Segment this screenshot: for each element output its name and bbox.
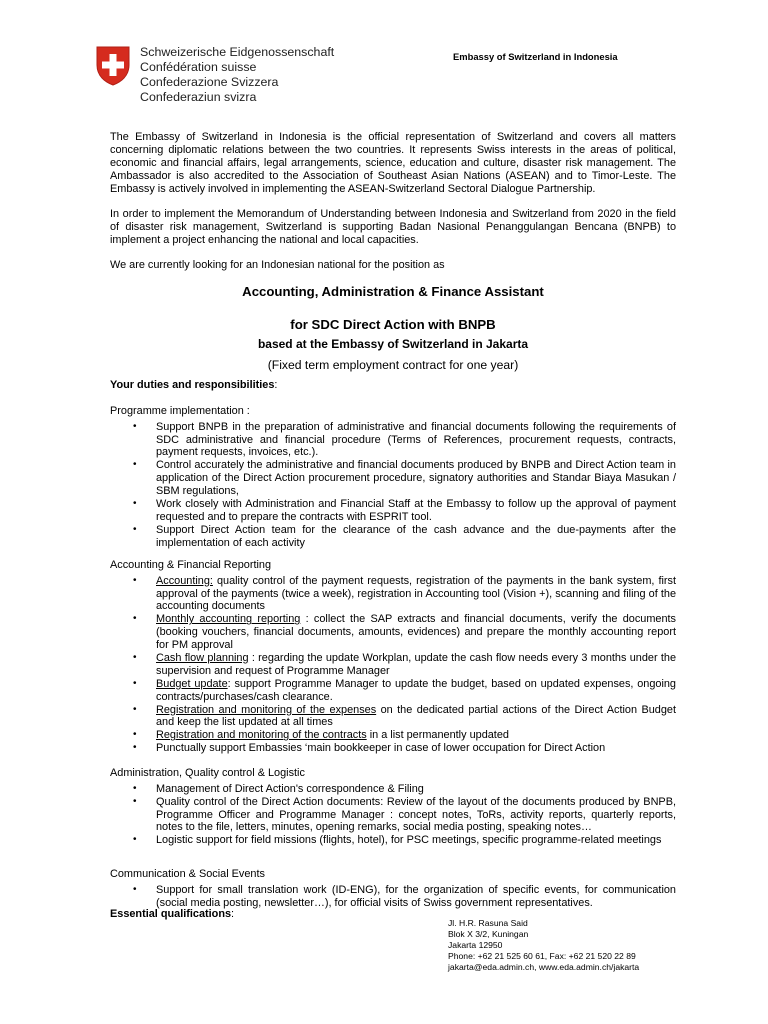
bullet-icon: • — [133, 574, 137, 586]
contract-type: (Fixed term employment contract for one year) — [267, 358, 519, 372]
duties-heading-colon: : — [274, 379, 278, 391]
bullet-icon: • — [133, 703, 137, 715]
list-item-text: : regarding the update Workplan, update the cash flow needs every 3 months under the supervision and request of Programme Manager — [156, 651, 676, 677]
org-name-line: Schweizerische Eidgenossenschaft — [140, 45, 335, 59]
bullet-icon: • — [133, 459, 137, 471]
item-heading: Cash flow planning — [156, 651, 249, 664]
position-title: Accounting, Administration & Finance Assistant — [242, 284, 544, 299]
list-item — [110, 783, 676, 796]
list-item-text: Logistic support for field missions (flights, hotel), for PSC meetings, specific programme-related meetings — [156, 834, 662, 847]
org-name-line: Confederaziun svizra — [140, 90, 257, 104]
swiss-shield-icon — [96, 46, 130, 86]
section-title: Accounting & Financial Reporting — [110, 559, 272, 571]
list-item-text: Support BNPB in the preparation of administrative and financial documents following the requirements of SDC administrative and financial procedure (Terms of References, procurement requests, contracts, payment requests, invoices, etc.). — [156, 420, 676, 459]
item-heading: Budget update — [156, 677, 228, 690]
footer-line: jakarta@eda.admin.ch, www.eda.admin.ch/jakarta — [448, 962, 640, 972]
bullet-icon: • — [133, 742, 137, 754]
list-item — [110, 742, 676, 755]
section-title: Communication & Social Events — [110, 868, 265, 880]
position-location: based at the Embassy of Switzerland in Jakarta — [257, 337, 529, 351]
footer-line: Jl. H.R. Rasuna Said — [448, 918, 528, 928]
qualifications-heading-label: Essential qualifications — [110, 908, 232, 920]
list-item-text: Support Direct Action team for the clearance of the cash advance and the due-payments after the implementation of each activity — [156, 523, 676, 549]
embassy-title: Embassy of Switzerland in Indonesia — [453, 51, 618, 62]
list-item — [110, 613, 676, 651]
section-communication — [110, 868, 676, 910]
list-item — [110, 524, 676, 550]
section-accounting — [110, 559, 676, 755]
intro-paragraph: We are currently looking for an Indonesian national for the position as — [110, 259, 445, 271]
list-item — [110, 652, 676, 678]
item-heading: Accounting: — [156, 574, 213, 587]
list-item — [110, 729, 676, 742]
footer-line: Jakarta 12950 — [448, 940, 503, 950]
intro-paragraph: In order to implement the Memorandum of Understanding between Indonesia and Switzerland from 2020 in the field of disaster risk management, Switzerland is supporting Badan Nasional Penanggulangan Bencana (BNPB) to implement a project enhancing the national and local capacities. — [110, 208, 676, 246]
accounting-list — [110, 575, 676, 755]
footer-line: Blok X 3/2, Kuningan — [448, 929, 529, 939]
footer-address — [448, 918, 639, 973]
bullet-icon: • — [133, 782, 137, 794]
bullet-icon: • — [133, 420, 137, 432]
bullet-icon: • — [133, 834, 137, 846]
organization-names — [140, 45, 334, 105]
bullet-icon: • — [133, 651, 137, 663]
list-item — [110, 884, 676, 910]
communication-list — [110, 884, 676, 910]
intro-text — [110, 131, 676, 284]
list-item-text: quality control of the payment requests, registration of the payments in the bank system, first approval of the payments (twice a week), registration in Accounting tool (Vision +), scanning and filing of the accounting documents — [156, 574, 676, 613]
list-item-text: Support for small translation work (ID-ENG), for the organization of specific events, for communication (social media posting, newsletter…), for official visits of Swiss government representatives. — [156, 883, 676, 909]
list-item — [110, 575, 676, 613]
item-heading: Registration and monitoring of the expenses — [156, 703, 377, 716]
item-heading: Registration and monitoring of the contracts — [156, 729, 367, 742]
bullet-icon: • — [133, 883, 137, 895]
bullet-icon: • — [133, 497, 137, 509]
list-item-text: Punctually support Embassies ‘main bookkeeper in case of lower occupation for Direct Action — [156, 742, 606, 755]
list-item-text: Control accurately the administrative and financial documents produced by BNPB and Direct Action team in application of the Direct Action procurement procedure, signatory authorities and Standar Biaya Masukan / SBM regulations, — [156, 459, 676, 497]
list-item-text: Quality control of the Direct Action documents: Review of the layout of the documents produced by BNPB, Programme Officer and Programme Manager : concept notes, ToRs, activity reports, quarterly reports, notes to the file, letters, minutes, opening remarks, social media posting, speaking notes… — [156, 795, 676, 834]
programme-list — [110, 421, 676, 550]
list-item-text: Work closely with Administration and Financial Staff at the Embassy to follow up the approval of payment requested and to prepare the contracts with ESPRIT tool. — [156, 497, 676, 523]
footer-line: Phone: +62 21 525 60 61, Fax: +62 21 520 22 89 — [448, 951, 636, 961]
section-title: Programme implementation : — [110, 405, 250, 417]
list-item — [110, 834, 676, 847]
bullet-icon: • — [133, 613, 137, 625]
bullet-icon: • — [133, 523, 137, 535]
position-for: for SDC Direct Action with BNPB — [290, 317, 496, 332]
list-item-text: in a list permanently updated — [366, 729, 509, 742]
qualifications-heading-colon: : — [231, 908, 235, 920]
list-item-text: on the dedicated partial actions of the Direct Action Budget and keep the list updated at all times — [156, 703, 676, 729]
duties-heading — [110, 379, 676, 392]
list-item — [110, 421, 676, 459]
section-administration — [110, 767, 676, 847]
list-item — [110, 796, 676, 834]
bullet-icon: • — [133, 677, 137, 689]
bullet-icon: • — [133, 729, 137, 741]
duties-heading-label: Your duties and responsibilities — [110, 379, 275, 391]
intro-paragraph: The Embassy of Switzerland in Indonesia is the official representation of Switzerland and covers all matters concerning diplomatic relations between the two countries. It represents Swiss interests in the areas of political, economic and financial affairs, legal arrangements, science, education and culture, disaster risk management. The Ambassador is also accredited to the Association of Southeast Asian Nations (ASEAN) and to Timor-Leste. The Embassy is actively involved in implementing the ASEAN-Switzerland Sectoral Dialogue Partnership. — [110, 131, 676, 195]
list-item — [110, 704, 676, 730]
bullet-icon: • — [133, 795, 137, 807]
list-item-text: : support Programme Manager to update the budget, based on updated expenses, ongoing contracts/purchases/cash clearance. — [156, 677, 676, 703]
section-title: Administration, Quality control & Logistic — [110, 767, 305, 779]
list-item — [110, 498, 676, 524]
list-item — [110, 459, 676, 497]
list-item-text: Management of Direct Action's correspondence & Filing — [156, 782, 424, 795]
org-name-line: Confédération suisse — [140, 60, 257, 74]
administration-list — [110, 783, 676, 847]
list-item — [110, 678, 676, 704]
section-programme — [110, 405, 676, 550]
org-name-line: Confederazione Svizzera — [140, 75, 279, 89]
list-item-text: : collect the SAP extracts and financial documents, verify the documents (booking vouchers, financial documents, amounts, evidences) and prepare the monthly accounting report for PM approval — [156, 613, 676, 651]
item-heading: Monthly accounting reporting — [156, 613, 301, 626]
